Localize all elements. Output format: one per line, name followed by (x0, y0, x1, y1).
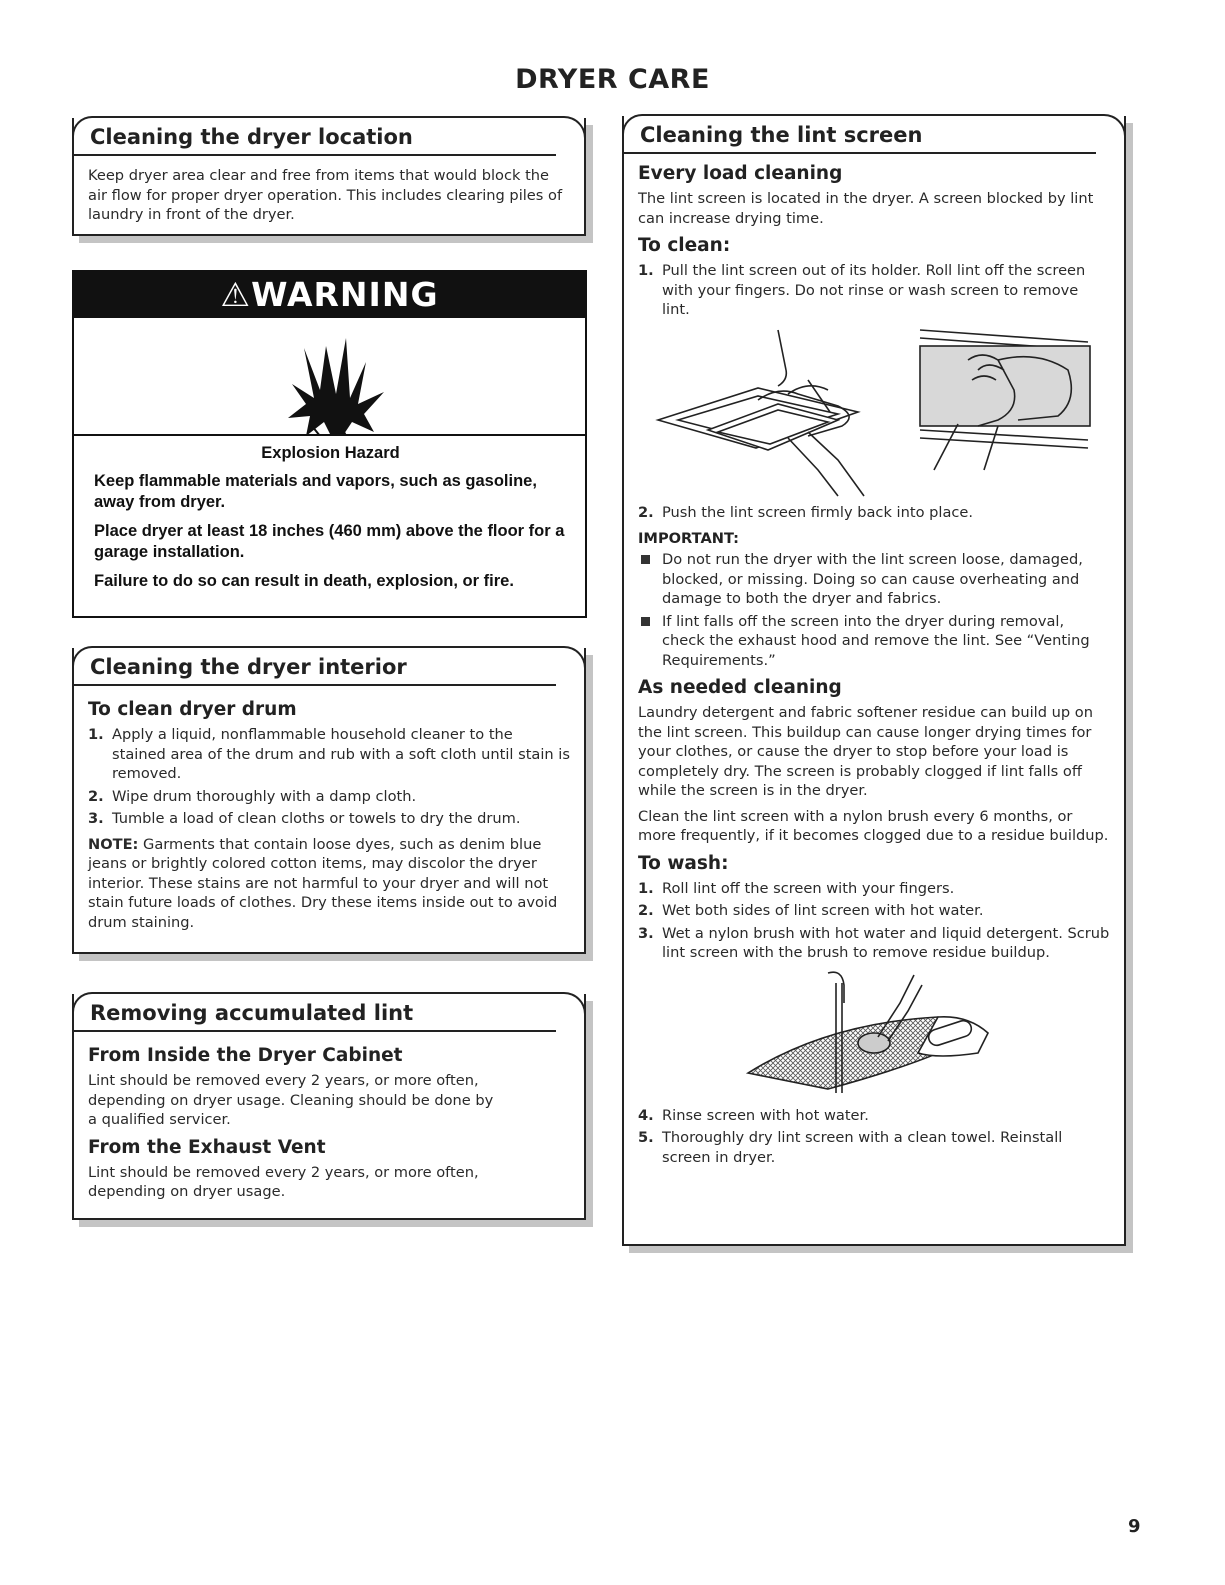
important-label: IMPORTANT: (638, 530, 739, 547)
list-item: 1. Roll lint off the screen with your fingers. (638, 879, 955, 897)
to-clean-heading: To clean: (638, 235, 731, 256)
drum-note (88, 835, 570, 933)
accumulated-lint-section (72, 994, 586, 1220)
page-number: 9 (1128, 1516, 1141, 1537)
lint-screen-section (622, 116, 1126, 1246)
warning-triangle-icon: ⚠ (220, 275, 252, 314)
as-needed-heading: As needed cleaning (638, 677, 842, 698)
warning-box (72, 270, 587, 618)
dryer-location-header (72, 116, 556, 156)
list-item: 5. Thoroughly dry lint screen with a clean towel. Reinstall screen in dryer. (638, 1129, 1063, 1166)
clean-steps-b (638, 503, 1110, 523)
warning-header (74, 272, 585, 318)
page-title: DRYER CARE (515, 64, 710, 95)
clean-steps-a (638, 261, 1110, 320)
to-wash-heading: To wash: (638, 852, 729, 874)
list-item: 3. Wet a nylon brush with hot water and liquid detergent. Scrub lint screen with the brush to remove residue buildup. (638, 924, 1110, 961)
list-item: 4. Rinse screen with hot water. (638, 1106, 869, 1124)
lint-screen-washing-illustration (638, 963, 1112, 1103)
drum-steps (88, 725, 570, 829)
cabinet-heading: From Inside the Dryer Cabinet (88, 1045, 403, 1066)
warning-line-2: Place dryer at least 18 inches (460 mm) above the floor for a garage installation. (94, 522, 565, 561)
list-item: 2. Push the lint screen firmly back into place. (638, 503, 974, 521)
important-list (638, 550, 1110, 670)
as-needed-text-2: Clean the lint screen with a nylon brush every 6 months, or more frequently, if it becomes clogged due to a residue buildup. (638, 807, 1109, 844)
warning-line-1: Keep flammable materials and vapors, such as gasoline, away from dryer. (94, 472, 537, 511)
every-load-heading: Every load cleaning (638, 163, 843, 184)
note-text: Garments that contain loose dyes, such as denim blue jeans or brightly colored cotton items, may discolor the dryer interior. These stains are not harmful to your dryer and will not stain future loads of clothes. Dry these items inside out to avoid drum staining. (88, 835, 558, 931)
dryer-location-heading: Cleaning the dryer location (90, 125, 413, 149)
list-item: Do not run the dryer with the lint screen loose, damaged, blocked, or missing. Doing so can cause overheating and damage to both the dryer and fabrics. (638, 550, 1110, 609)
list-item: 1. Pull the lint screen out of its holder. Roll lint off the screen with your fingers. Do not rinse or wash screen to remove lint. (638, 262, 1086, 318)
note-label: NOTE: (88, 835, 139, 853)
lint-screen-header (622, 114, 1096, 154)
list-item: 3. Tumble a load of clean cloths or towels to dry the drum. (88, 810, 521, 827)
list-item: 1. Apply a liquid, nonflammable household cleaner to the stained area of the drum and rub with a soft cloth until stain is removed. (88, 726, 570, 782)
list-item: 2. Wet both sides of lint screen with hot water. (638, 902, 984, 919)
hazard-title: Explosion Hazard (261, 444, 400, 462)
as-needed-text-1: Laundry detergent and fabric softener residue can build up on the lint screen. This buildup can cause longer drying times for your clothes, or cause the dryer to stop before your load is completely dry. The screen is probably clogged if lint falls off while the screen is in the dryer. (638, 704, 1093, 799)
vent-text: Lint should be removed every 2 years, or more often, depending on dryer usage. (88, 1163, 479, 1200)
lint-screen-heading: Cleaning the lint screen (640, 123, 923, 147)
warning-title: WARNING (251, 275, 439, 314)
every-load-text: The lint screen is located in the dryer. A screen blocked by lint can increase drying time. (638, 190, 1094, 227)
accumulated-lint-header (72, 992, 556, 1032)
dryer-interior-section (72, 648, 586, 954)
dryer-location-section (72, 118, 586, 236)
explosion-icon (74, 318, 585, 436)
list-item: If lint falls off the screen into the dryer during removal, check the exhaust hood and remove the lint. See “Venting Requirements.” (638, 612, 1110, 671)
warning-line-3: Failure to do so can result in death, explosion, or fire. (94, 572, 514, 590)
vent-heading: From the Exhaust Vent (88, 1136, 326, 1158)
lint-screen-removal-illustration (638, 320, 1112, 500)
wash-steps-a (638, 879, 1110, 963)
accumulated-lint-heading: Removing accumulated lint (90, 1001, 414, 1025)
dryer-interior-heading: Cleaning the dryer interior (90, 655, 407, 679)
cabinet-text: Lint should be removed every 2 years, or more often, depending on dryer usage. Cleaning should be done by a qualified servicer. (88, 1072, 494, 1128)
dryer-interior-header (72, 646, 556, 686)
dryer-location-text: Keep dryer area clear and free from items that would block the air flow for proper dryer operation. This includes clearing piles of laundry in front of the dryer. (88, 167, 563, 223)
list-item: 2. Wipe drum thoroughly with a damp cloth. (88, 787, 417, 805)
clean-drum-heading: To clean dryer drum (88, 699, 297, 720)
wash-steps-b (638, 1106, 1110, 1168)
